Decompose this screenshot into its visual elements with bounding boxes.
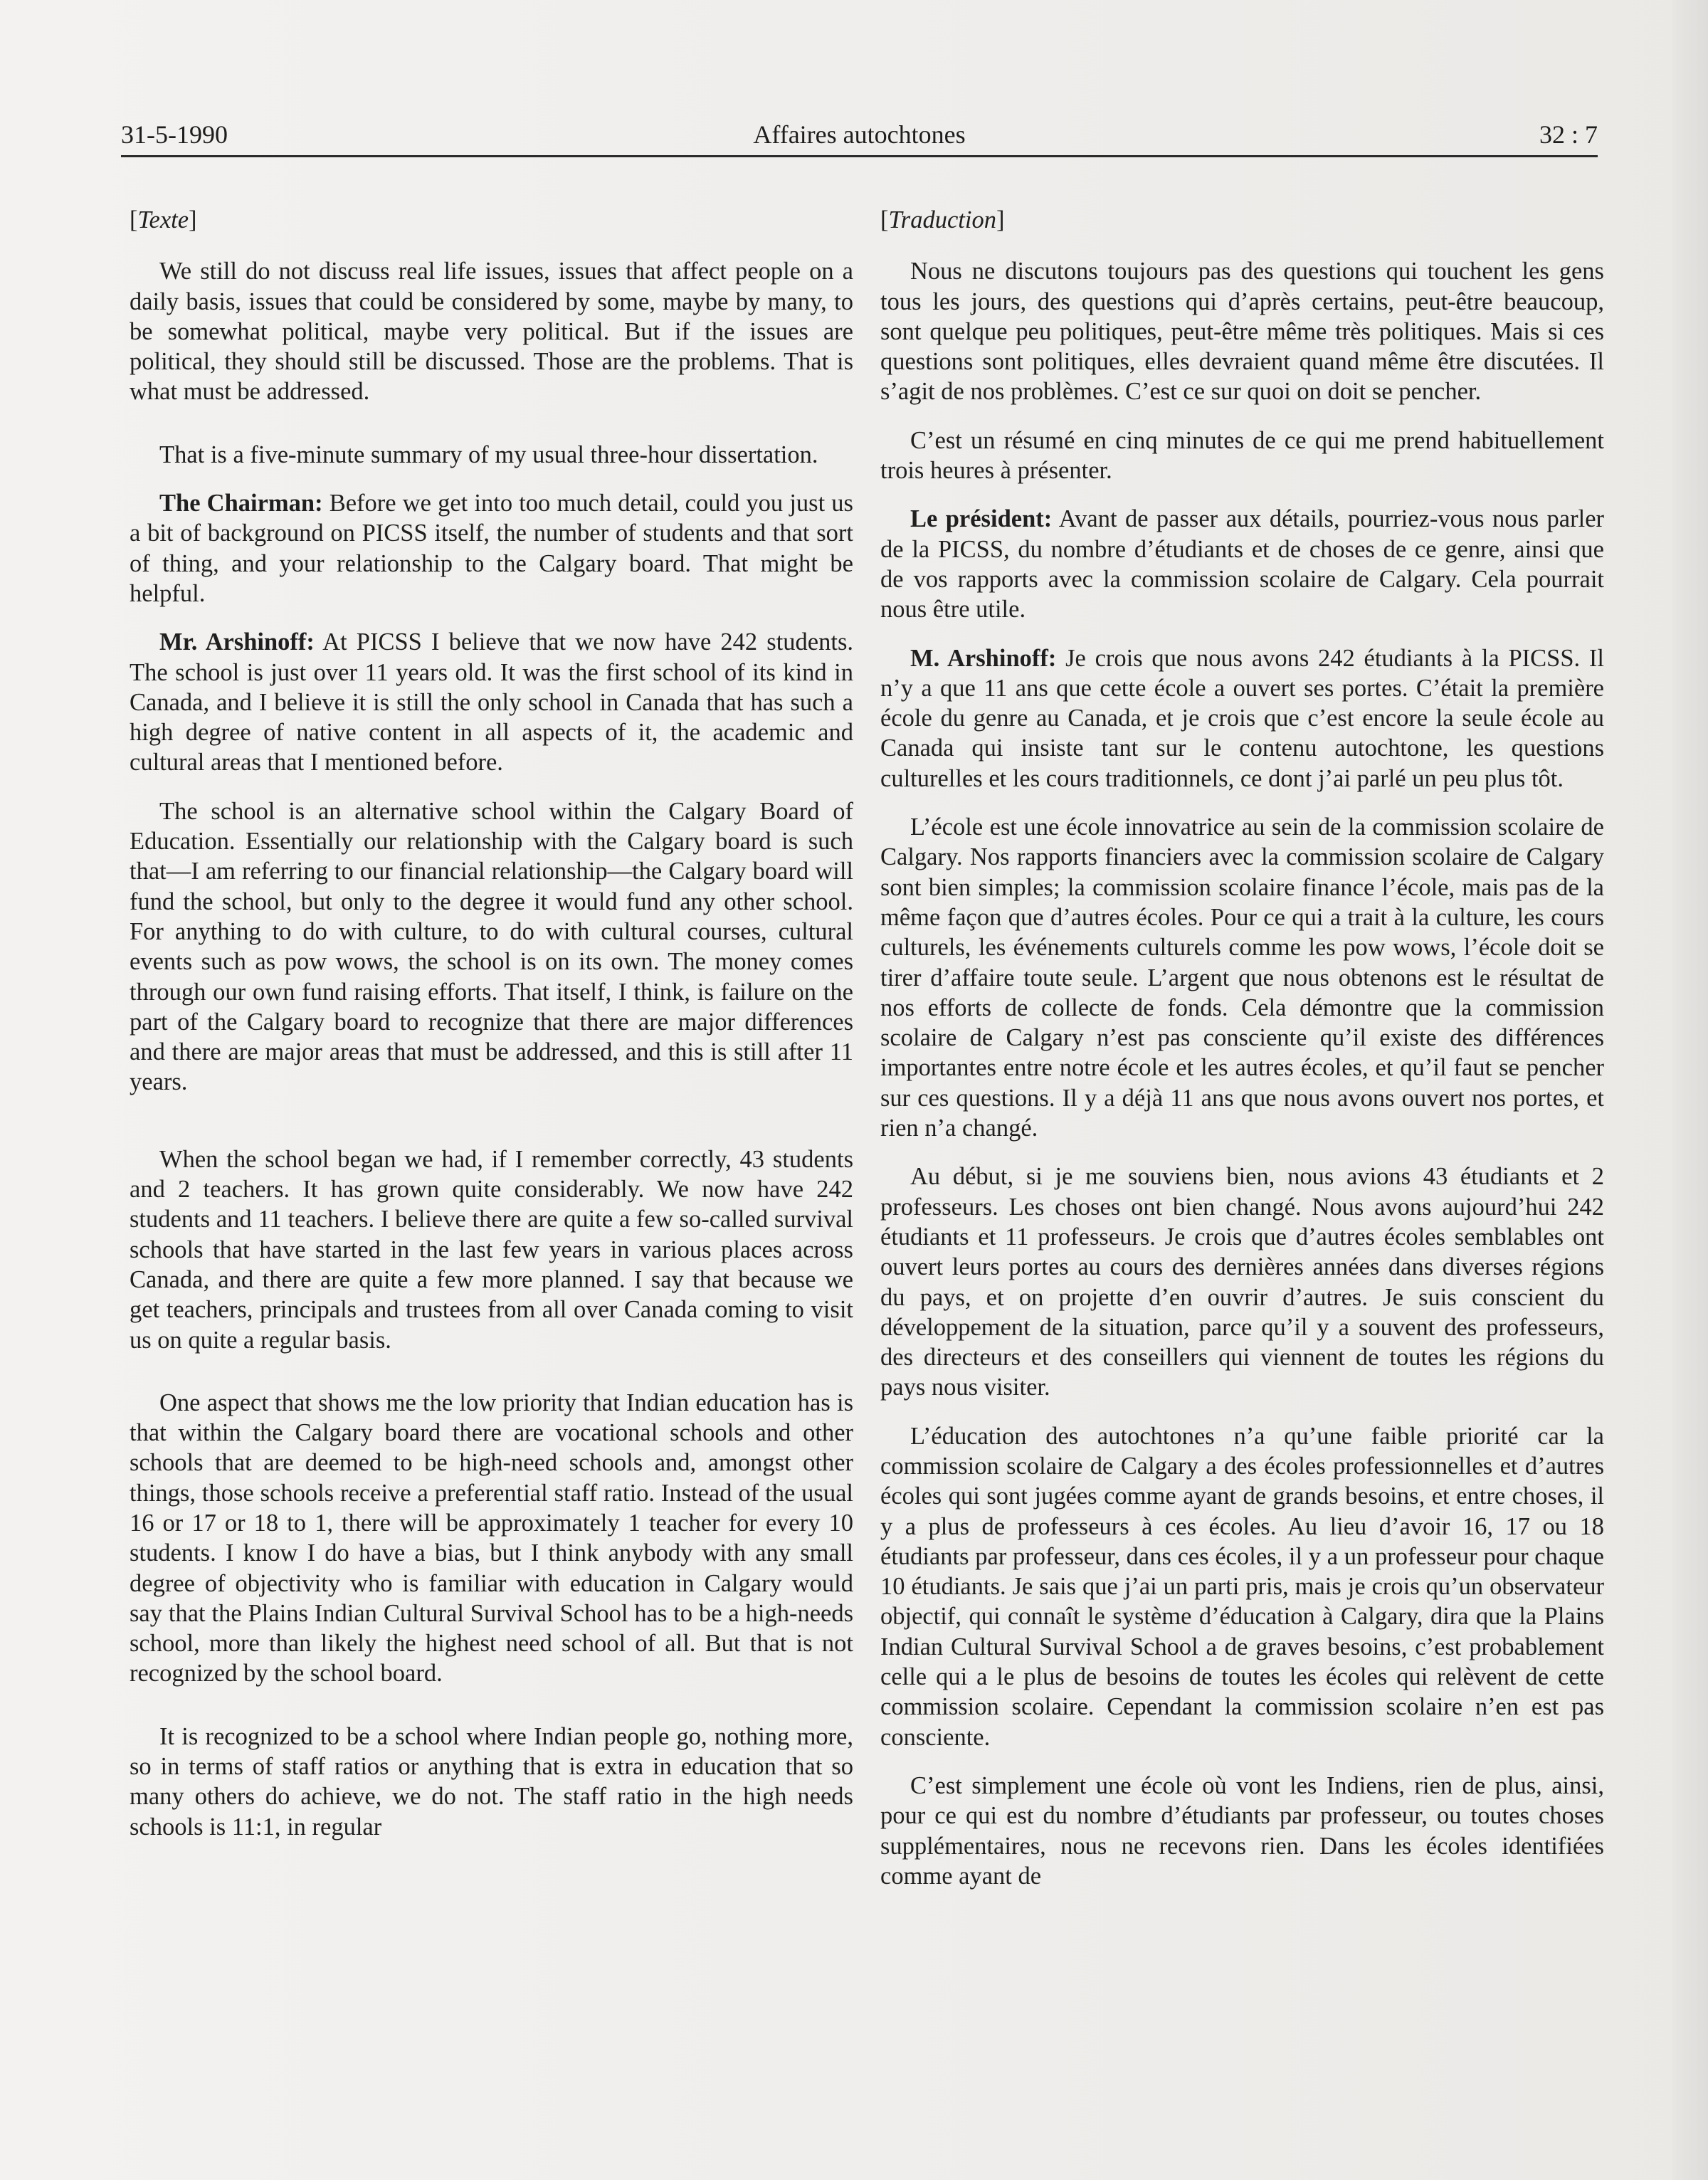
paragraph-text: Before we get into too much detail, could you just us a bit of background on PICSS itself, the number of students and that sort of thing, and your relationship to the Calgary board. That might be helpful. [130, 490, 853, 607]
paragraph [130, 796, 853, 1097]
paragraph [880, 426, 1604, 486]
paragraph [130, 1722, 853, 1842]
paragraph-text: One aspect that shows me the low priority that Indian education has is that within the Calgary board there are vocational schools and other schools that are deemed to be high-need schools and, amongst other things, those schools receive a preferential staff ratio. Instead of the usual 16 or 17 or 18 to 1, there will be approximately 1 teacher for every 10 students. I know I do have a bias, but I think anybody with any small degree of objectivity who is familiar with education in Calgary would say that the Plains Indian Cultural Survival School has to be a high-needs school, more than likely the highest need school of all. But that is not recognized by the school board. [130, 1389, 853, 1687]
paragraph [130, 1144, 853, 1355]
language-marker-english: [Texte] [130, 206, 197, 233]
header-page-number: 32 : 7 [1539, 120, 1598, 149]
paragraph-text: C’est simplement une école où vont les Indiens, rien de plus, ainsi, pour ce qui est du nombre d’étudiants par professeur, ou toutes choses supplémentaires, nous ne recevons rien. Dans les écoles identifiées comme ayant de [880, 1771, 1604, 1890]
paragraph-text: L’école est une école innovatrice au sein de la commission scolaire de Calgary. Nos rapports financiers avec la commission scolaire de Calgary sont bien simples; la commission scolaire finance l’école, mais pas de la même façon que d’autres écoles. Pour ce qui a trait à la culture, les cours culturels, les événements culturels comme les pow wows, l’école doit se tirer d’affaire toute seule. L’argent que nous obtenons est le résultat de nos efforts de collecte de fonds. Cela démontre que la commission scolaire de Calgary n’est pas consciente qu’il existe des différences importantes entre notre école et les autres écoles, et qu’il faut se pencher sur ces questions. Il y a déjà 11 ans que nous avons ouvert nos portes, et rien n’a changé. [880, 813, 1604, 1142]
paragraph-text: Avant de passer aux détails, pourriez-vous nous parler de la PICSS, du nombre d’étudiants et de choses de ce genre, ainsi que de vos rapports avec la commission scolaire de Calgary. Cela pourrait nous être utile. [880, 505, 1604, 623]
paragraph [130, 256, 853, 406]
paragraph [880, 504, 1604, 624]
paragraph [130, 1388, 853, 1689]
paragraph-text: Je crois que nous avons 242 étudiants à la PICSS. Il n’y a que 11 ans que cette école a ouvert ses portes. C’était la première école du genre au Canada, et je crois que c’est encore la seule école au Canada qui insiste tant sur le contenu autochtone, les questions culturelles et les cours traditionnels, ce dont j’ai parlé un peu plus tôt. [880, 644, 1604, 792]
paragraph-text: When the school began we had, if I remember correctly, 43 students and 2 teachers. It has grown quite considerably. We now have 242 students and 11 teachers. I believe there are quite a few so-called survival schools that have started in the last few years in various places across Canada, and there are quite a few more planned. I say that because we get teachers, principals and trustees from all over Canada coming to visit us on quite a regular basis. [130, 1145, 853, 1354]
header-rule [121, 155, 1598, 157]
paragraph-text: L’éducation des autochtones n’a qu’une faible priorité car la commission scolaire de Calgary a des écoles professionnelles et d’autres écoles qui sont jugées comme ayant de grands besoins, et entre choses, il y a plus de professeurs à ces écoles. Au lieu d’avoir 16, 17 ou 18 étudiants par professeur, dans ces écoles, il y a un professeur pour chaque 10 étudiants. Je sais que j’ai un parti pris, mais je crois qu’un observateur objectif, qui connaît le système d’éducation à Calgary, dira que la Plains Indian Cultural Survival School a de graves besoins, c’est probablement celle qui a le plus de besoins de toutes les écoles qui relèvent de cette commission scolaire. Cependant la commission scolaire n’en est pas consciente. [880, 1422, 1604, 1751]
marker-label: Traduction [888, 206, 996, 233]
paragraph-text: Au début, si je me souviens bien, nous avions 43 étudiants et 2 professeurs. Les choses ont bien changé. Nous avons aujourd’hui 242 étudiants et 11 professeurs. Je crois que d’autres écoles semblables ont ouvert leurs portes au cours des dernières années dans diverses régions du pays, et on projette d’en ouvrir d’autres. Je suis conscient du développement de la situation, parce qu’il y a souvent des professeurs, des directeurs et des conseillers qui viennent de toutes les régions du pays nous visiter. [880, 1163, 1604, 1401]
speaker-name: Le président: [910, 505, 1053, 533]
header-date: 31-5-1990 [121, 120, 228, 149]
paragraph [880, 1162, 1604, 1402]
language-marker-french: [Traduction] [880, 206, 1005, 233]
paragraph [880, 256, 1604, 406]
paragraph-text: That is a five-minute summary of my usual three-hour dissertation. [159, 441, 818, 468]
page-edge-shadow [1672, 0, 1708, 2180]
paragraph [880, 812, 1604, 1143]
french-column [880, 205, 1604, 1910]
paragraph [130, 627, 853, 777]
paragraph-text: The school is an alternative school within the Calgary Board of Education. Essentially our relationship with the Calgary board is such that—I am referring to our financial relationship—the Calgary board will fund the school, but only to the degree it would fund any other school. For anything to do with culture, to do with cultural courses, cultural events such as pow wows, the school is on its own. The money comes through our own fund raising efforts. That itself, I think, is failure on the part of the Calgary board to recognize that there are major differences and there are major areas that must be addressed, and this is still after 11 years. [130, 797, 853, 1096]
paragraph-text: At PICSS I believe that we now have 242 students. The school is just over 11 years old. It was the first school of its kind in Canada, and I believe it is still the only school in Canada that has such a high degree of native content in all aspects of it, the academic and cultural areas that I mentioned before. [130, 628, 854, 776]
paragraph-text: C’est un résumé en cinq minutes de ce qui me prend habituellement trois heures à présenter. [880, 426, 1604, 485]
header-title: Affaires autochtones [753, 120, 966, 149]
paragraph [880, 1771, 1604, 1891]
paragraph [880, 1421, 1604, 1752]
paragraph-text: We still do not discuss real life issues, issues that affect people on a daily basis, issues that could be considered by some, maybe by many, to be somewhat political, maybe very political. But if the issues are political, they should still be discussed. Those are the problems. That is what must be addressed. [130, 258, 853, 406]
paragraph-text: It is recognized to be a school where Indian people go, nothing more, so in terms of staff ratios or anything that is extra in education that so many others do achieve, we do not. The staff ratio in the high needs schools is 11:1, in regular [130, 1722, 853, 1841]
paragraph [880, 643, 1604, 794]
paragraph [130, 488, 853, 609]
speaker-name: The Chairman: [159, 490, 323, 517]
english-column [130, 205, 853, 1860]
paragraph-text: Nous ne discutons toujours pas des questions qui touchent les gens tous les jours, des questions qui d’après certains, peut-être beaucoup, sont quelque peu politiques, peut-être même très politiques. Mais si ces questions sont politiques, elles devraient quand même être discutées. Il s’agit de nos problèmes. C’est ce sur quoi on doit se pencher. [880, 258, 1604, 406]
speaker-name: Mr. Arshinoff: [159, 628, 315, 656]
paragraph [130, 440, 853, 470]
speaker-name: M. Arshinoff: [910, 644, 1057, 672]
marker-label: Texte [137, 206, 189, 233]
